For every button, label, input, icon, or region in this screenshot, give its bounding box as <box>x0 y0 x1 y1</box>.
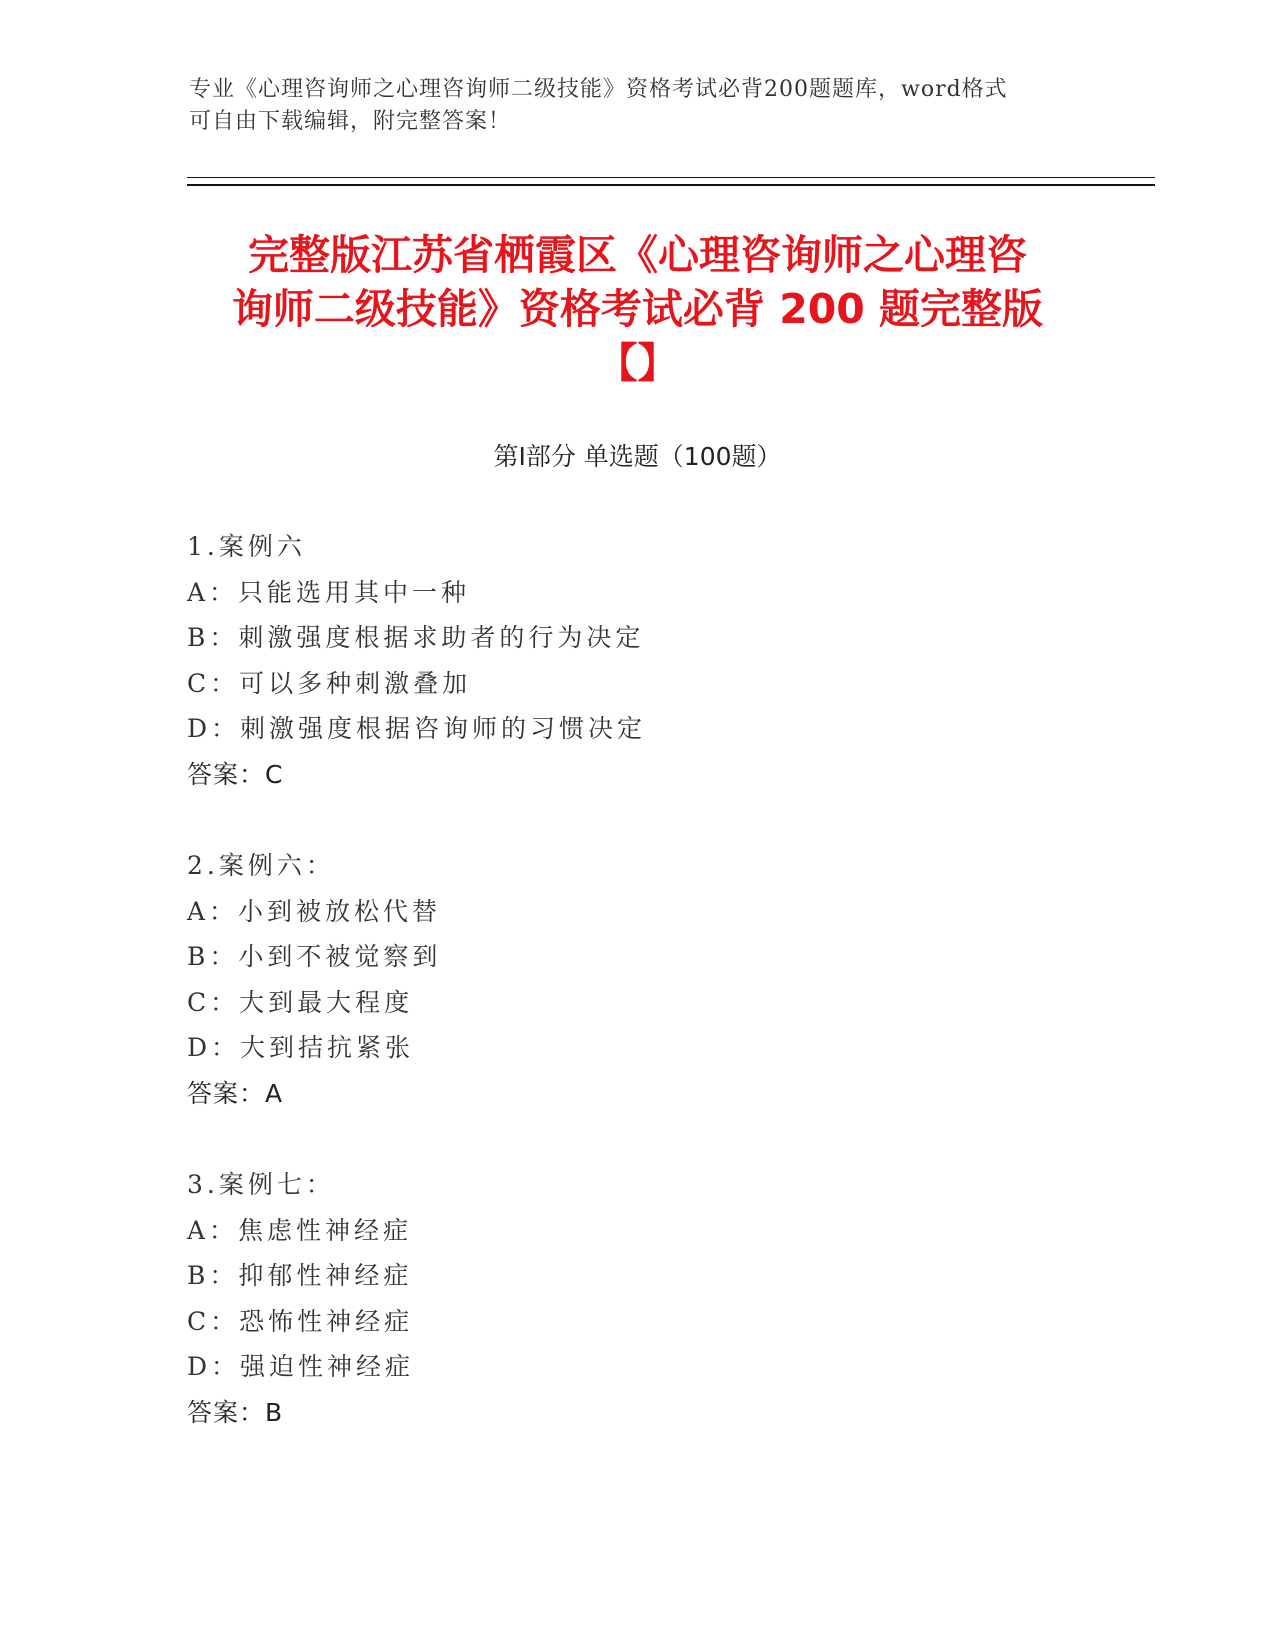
option-c: C：大到最大程度 <box>187 987 414 1017</box>
option-b: B：抑郁性神经症 <box>187 1261 413 1290</box>
question-stem: 3.案例七： <box>187 1170 335 1199</box>
question-block <box>187 1162 1087 1435</box>
question-stem: 2.案例六： <box>187 851 335 880</box>
option-c: C：可以多种刺激叠加 <box>187 668 472 698</box>
answer-line: 答案：B <box>187 1397 284 1427</box>
header-divider-top <box>187 177 1155 178</box>
option-d: D：强迫性神经症 <box>187 1352 415 1381</box>
answer-line: 答案：A <box>187 1078 284 1108</box>
header-note <box>189 74 1069 138</box>
option-a: A：焦虑性神经症 <box>187 1215 413 1245</box>
option-c: C：恐怖性神经症 <box>187 1306 414 1336</box>
option-a: A：小到被放松代替 <box>187 896 442 926</box>
option-d: D：大到拮抗紧张 <box>187 1033 415 1062</box>
header-divider-bottom <box>187 184 1155 186</box>
document-title-line-3: 【】 <box>596 339 679 387</box>
answer-line: 答案：C <box>187 759 284 789</box>
option-b: B：小到不被觉察到 <box>187 942 442 971</box>
header-note-line-1: 专业《心理咨询师之心理咨询师二级技能》资格考试必背200题题库，word格式 <box>189 77 1008 102</box>
header-note-line-2: 可自由下载编辑，附完整答案！ <box>189 109 512 134</box>
question-block <box>187 524 1087 797</box>
section-heading: 第Ⅰ部分 单选题（100题） <box>493 442 782 471</box>
option-d: D：刺激强度根据咨询师的习惯决定 <box>187 714 647 743</box>
document-title <box>160 228 1115 390</box>
document-title-line-1: 完整版江苏省栖霞区《心理咨询师之心理咨 <box>248 231 1027 279</box>
question-stem: 1.案例六 <box>187 532 306 561</box>
document-title-line-2: 询师二级技能》资格考试必背 200 题完整版 <box>231 285 1044 333</box>
question-block <box>187 843 1087 1116</box>
option-a: A：只能选用其中一种 <box>187 577 471 607</box>
option-b: B：刺激强度根据求助者的行为决定 <box>187 623 645 652</box>
